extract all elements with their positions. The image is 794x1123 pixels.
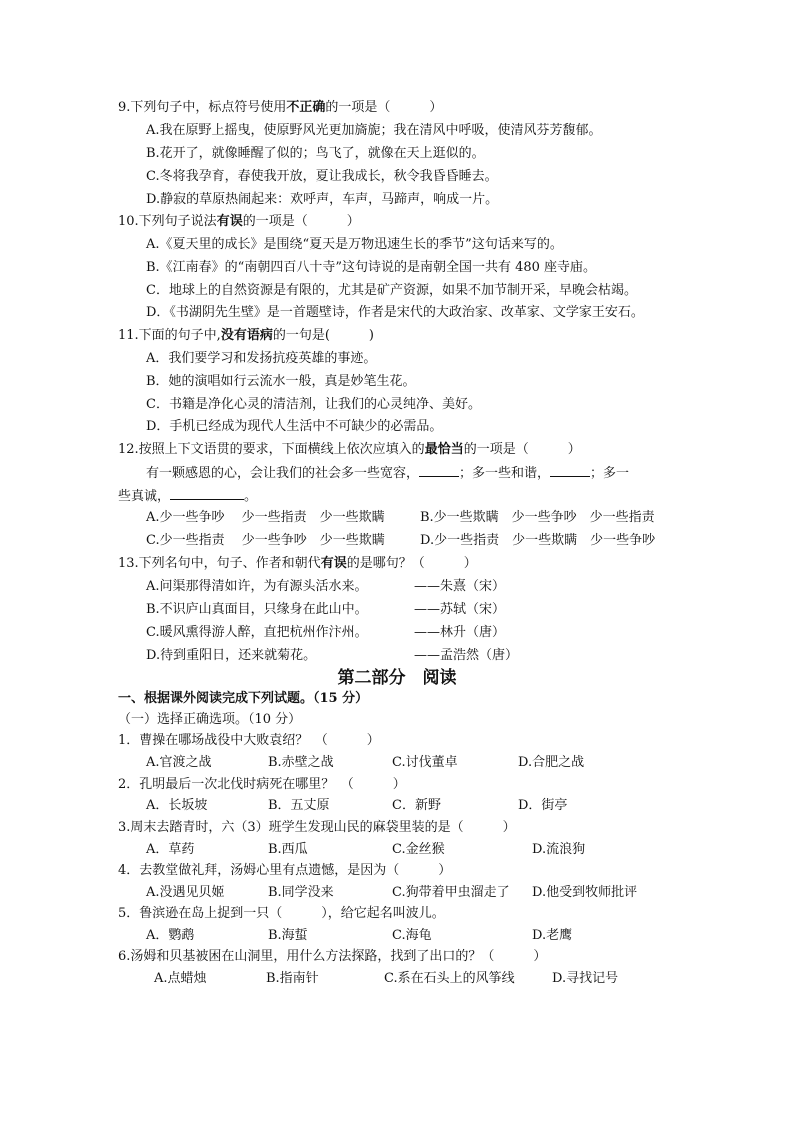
r6-option-b: B.指南针: [266, 971, 319, 986]
r6-option-a: A.点蜡烛: [154, 971, 207, 986]
q13-stem: 13.下列名句中，句子、作者和朝代有误的是哪句？（ ）: [118, 556, 477, 571]
r2-option-b: B．五丈原: [268, 798, 330, 813]
r2-stem: 2．孔明最后一次北伐时病死在哪里？ （ ）: [118, 777, 406, 792]
q12-stem: 12.按照上下文语贯的要求，下面横线上依次应填入的最恰当的一项是（ ）: [118, 442, 581, 457]
r4-option-d: D.他受到牧师批评: [532, 885, 638, 900]
r6-stem: 6.汤姆和贝基被困在山洞里，用什么方法探路，找到了出口的？（ ）: [118, 949, 547, 964]
r3-stem: 3.周末去踏青时，六（3）班学生发现山民的麻袋里装的是（ ）: [118, 820, 516, 835]
r6-option-c: C.系在石头上的风筝线: [384, 971, 515, 986]
q11-stem: 11.下面的句子中,没有语病的一句是( ): [118, 328, 374, 343]
q13-option-b: B.不识庐山真面目，只缘身在此山中。: [146, 602, 368, 617]
q12-blank-3: [170, 487, 244, 500]
q12-option-b: B.少一些欺瞒 少一些争吵 少一些指责: [420, 510, 655, 525]
q10-option-d: D．《书湖阴先生壁》是一首题壁诗，作者是宋代的大政治家、改革家、文学家王安石。: [146, 305, 644, 320]
q11-option-b: B．她的演唱如行云流水一般，真是妙笔生花。: [146, 374, 416, 389]
q10-option-c: C．地球上的自然资源是有限的，尤其是矿产资源，如果不加节制开采，早晚会枯竭。: [146, 283, 637, 298]
q13-option-c-source: ——林升（唐）: [414, 625, 506, 640]
r6-option-d: D.寻找记号: [552, 971, 619, 986]
q12-passage-line2: 些真诚， 。: [118, 489, 258, 504]
r5-option-d: D.老鹰: [532, 928, 573, 943]
section1-heading: 一、根据课外阅读完成下列试题。（15 分）: [118, 691, 369, 706]
r1-option-c: C.讨伐董卓: [392, 755, 458, 770]
q13-option-a-source: ——朱熹（宋）: [414, 579, 506, 594]
r1-stem: 1．曹操在哪场战役中大败袁绍？ （ ）: [118, 733, 380, 748]
r5-option-a: A．鹦鹉: [146, 928, 195, 943]
r3-option-a: A．草药: [146, 842, 195, 857]
r4-stem: 4．去教堂做礼拜，汤姆心里有点遗憾，是因为（ ）: [118, 863, 452, 878]
q13-option-a: A.问渠那得清如许，为有源头活水来。: [146, 579, 368, 594]
q12-option-c: C.少一些指责 少一些争吵 少一些欺瞒: [146, 533, 385, 548]
q9-stem: 9.下列句子中，标点符号使用不正确的一项是（ ）: [118, 100, 443, 115]
r5-option-c: C.海龟: [392, 928, 432, 943]
r5-stem: 5．鲁滨逊在岛上捉到一只（ ），给它起名叫波儿。: [118, 906, 445, 921]
subsection1-heading: （一）选择正确选项。（10 分）: [118, 712, 302, 727]
r1-option-b: B.赤壁之战: [268, 755, 334, 770]
q10-option-a: A.《夏天里的成长》是围绕“夏天是万物迅速生长的季节”这句话来写的。: [146, 237, 563, 252]
q11-option-d: D．手机已经成为现代人生活中不可缺少的必需品。: [146, 419, 443, 434]
q10-stem: 10.下列句子说法有误的一项是（ ）: [118, 214, 360, 229]
r2-option-d: D．街亭: [518, 798, 568, 813]
r4-option-c: C.狗带着甲虫溜走了: [392, 885, 510, 900]
q9-option-d: D.静寂的草原热闹起来：欢呼声，车声，马蹄声，响成一片。: [146, 192, 499, 207]
r3-option-b: B.西瓜: [268, 842, 308, 857]
q12-option-d: D.少一些指责 少一些欺瞒 少一些争吵: [420, 533, 656, 548]
q12-blank-2: [550, 464, 590, 477]
r2-option-a: A．长坂坡: [146, 798, 208, 813]
r2-option-c: C．新野: [392, 798, 441, 813]
q10-option-b: B.《江南春》的“南朝四百八十寺”这句诗说的是南朝全国一共有 480 座寺庙。: [146, 260, 597, 275]
r4-option-a: A.没遇见贝姬: [146, 885, 225, 900]
r3-option-d: D.流浪狗: [532, 842, 586, 857]
q11-option-a: A．我们要学习和发扬抗疫英雄的事迹。: [146, 351, 377, 366]
r3-option-c: C.金丝猴: [392, 842, 445, 857]
r4-option-b: B.同学没来: [268, 885, 334, 900]
q13-option-d-source: ——孟浩然（唐）: [414, 648, 519, 663]
r1-option-a: A.官渡之战: [146, 755, 212, 770]
q9-option-a: A.我在原野上摇曳，使原野风光更加旖旎；我在清风中呼吸，使清风芬芳馥郁。: [146, 123, 602, 138]
q9-option-c: C.冬将我孕育，春使我开放，夏让我成长，秋令我昏昏睡去。: [146, 169, 498, 184]
q13-option-b-source: ——苏轼（宋）: [414, 602, 506, 617]
q12-option-a: A.少一些争吵 少一些指责 少一些欺瞒: [146, 510, 385, 525]
q9-option-b: B.花开了，就像睡醒了似的；鸟飞了，就像在天上逛似的。: [146, 146, 485, 161]
q12-passage-line1: 有一颗感恩的心，会让我们的社会多一些宽容， ；多一些和谐， ；多一: [146, 466, 630, 481]
part2-title: 第二部分 阅读: [337, 668, 457, 688]
q12-blank-1: [419, 464, 459, 477]
q13-option-c: C.暖风熏得游人醉，直把杭州作汴州。: [146, 625, 368, 640]
q11-option-c: C．书籍是净化心灵的清洁剂，让我们的心灵纯净、美好。: [146, 397, 481, 412]
r5-option-b: B.海蜇: [268, 928, 308, 943]
r1-option-d: D.合肥之战: [518, 755, 585, 770]
q13-option-d: D.待到重阳日，还来就菊花。: [146, 648, 317, 663]
